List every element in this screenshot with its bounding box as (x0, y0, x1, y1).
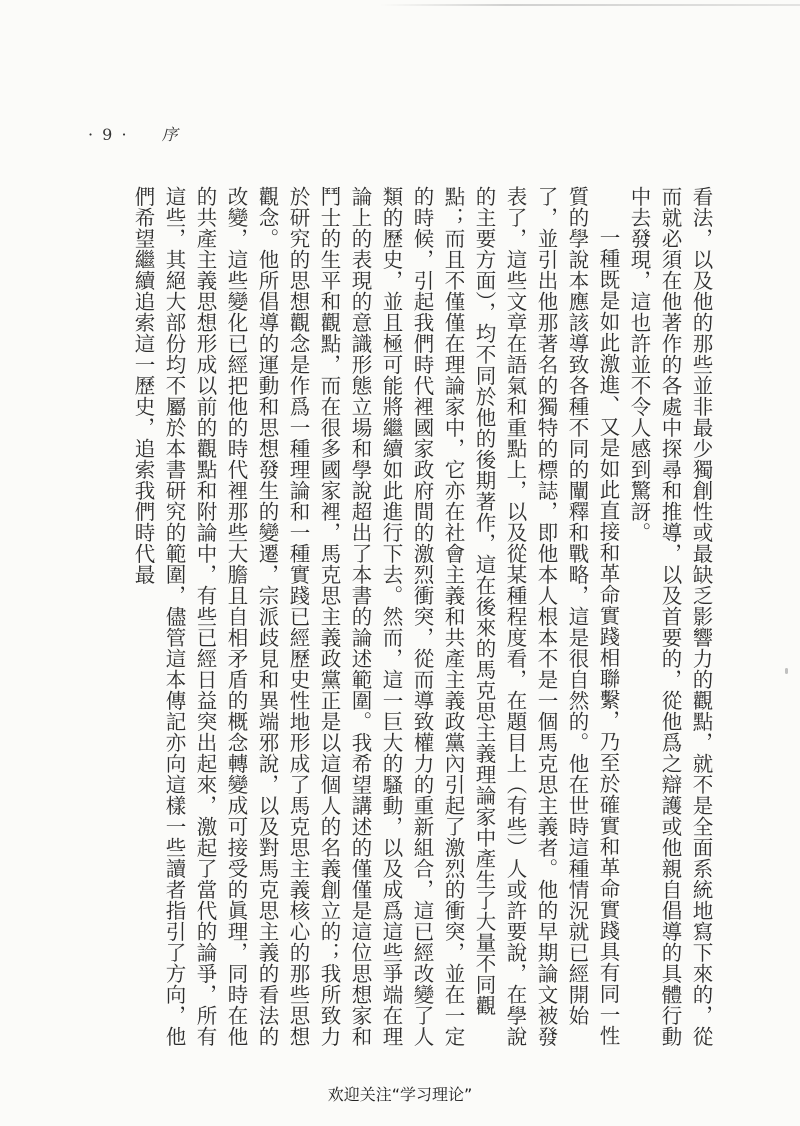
running-title: 序 (161, 125, 180, 144)
paragraph: 一種既是如此激進、又是如此直接和革命實踐相聯繫，乃至於確實和革命實踐具有同一性質的學說本應該導致各種不同的闡釋和戰略，這是很自然的。他在世時這種情況就已經開始了，並引出他那著名的獨特的標誌，即他本人根本不是一個馬克思主義者。他的早期論文被發表了，這些文章在語氣和重點上，以及從某種程度看，在題目上（有些）人或許要說，在學說的主要方面），均不同於他的後期著作，這在後來的馬克思主義理論家中產生了大量不同觀點；而且不僅僅在理論家中，它亦在社會主義和共產主義政黨內引起了激烈的衝突，並在一定的時候，引起我們時代裡國家政府間的激烈衝突，從而導致權力的重新組合，這已經改變了人類的歷史，並且極可能將繼續如此進行下去。然而，這一巨大的騷動，以及成爲這些爭端在理論上的表現的意識形態立場和學說超出了本書的論述範圍。我希望講述的僅僅是這位思想家和鬥士的生平和觀點，而在很多國家裡，馬克思主義政黨正是以這個人的名義創立的；我所致力於研究的思想觀念是作爲一種理論和一種實踐已經歷史性地形成了馬克思主義核心的那些思想觀念。他所倡導的運動和思想發生的變遷，宗派歧見和異端邪說，以及對馬克思主義的看法的改變，這些變化已經把他的時代裡那些大膽且自相矛盾的概念轉變成可接受的眞理，同時在他的共產主義思想形成以前的觀點和附論中，有些已經日益突出起來，激起了當代的論爭，所有這些，其絕大部份均不屬於本書研究的範圍，儘管這本傳記亦向這樣一些讀者指引了方向，他們希望繼續追索這一歷史，追索我們時代最 (131, 186, 620, 1047)
footer-watermark-text: 欢迎关注“学习理论” (327, 1085, 473, 1104)
running-header (88, 122, 180, 145)
paragraph-continued: 看法，以及他的那些並非最少獨創性或最缺乏影響力的觀點，就不是全面系統地寫下來的，從而就必須在他著作的各處中探尋和推導，以及首要的，從他爲之辯護或他親自倡導的具體行動中去發現，這也許並不令人感到驚訝。 (627, 186, 713, 1047)
vertical-text-body (96, 186, 716, 1054)
page-number: · 9 · (88, 125, 129, 144)
top-scan-edge (380, 4, 800, 6)
scan-speck (785, 668, 788, 674)
